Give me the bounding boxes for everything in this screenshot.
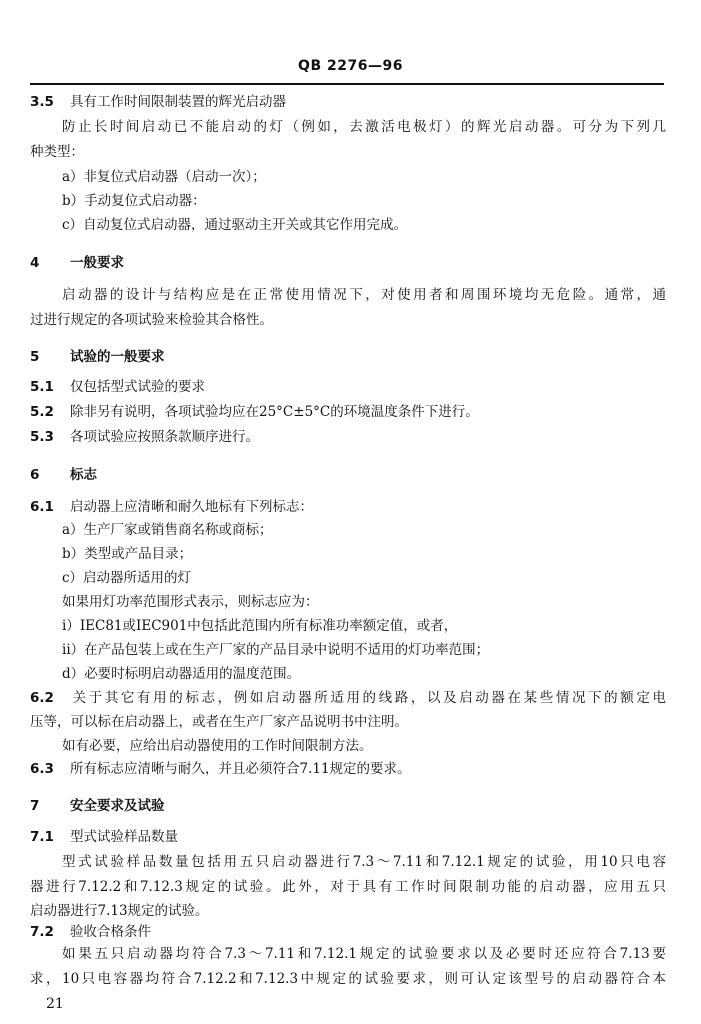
clause-number: 6.3 [30, 761, 54, 777]
text-line: 求，10只电容器均符合7.12.2和7.12.3中规定的试验要求，则可认定该型号的启动器符合本 [30, 971, 666, 987]
section-4-heading [30, 254, 666, 272]
text-line: 启动器进行7.13规定的试验。 [30, 903, 209, 919]
clause-text: 除非另有说明，各项试验均应在25°C±5°C的环境温度条件下进行。 [70, 404, 479, 420]
list-item: c）自动复位式启动器，通过驱动主开关或其它作用完成。 [62, 217, 408, 233]
section-number: 5 [30, 349, 40, 365]
clause-number: 6.2 [30, 690, 54, 706]
clause-5-2 [30, 403, 666, 421]
section-title: 标志 [70, 467, 97, 483]
clause-number: 7.1 [30, 829, 54, 845]
page-number: 21 [46, 996, 64, 1012]
clause-7-2 [30, 923, 666, 941]
section-title: 试验的一般要求 [70, 349, 165, 365]
list-item: a）生产厂家或销售商名称或商标； [62, 522, 273, 538]
clause-6-2 [30, 689, 666, 707]
clause-heading: 验收合格条件 [70, 924, 151, 940]
list-item: ii）在产品包装上或在生产厂家的产品目录中说明不适用的灯功率范围； [62, 642, 490, 658]
text-line: 过进行规定的各项试验来检验其合格性。 [30, 312, 273, 328]
clause-7-1 [30, 828, 666, 846]
text-line: 压等，可以标在启动器上，或者在生产厂家产品说明书中注明。 [30, 714, 408, 730]
clause-number: 6.1 [30, 499, 54, 515]
page-header: QB 2276—96 [298, 58, 403, 74]
text-line: 型式试验样品数量包括用五只启动器进行7.3～7.11和7.12.1规定的试验，用10只电容 [62, 854, 666, 870]
text-line: 如果用灯功率范围形式表示，则标志应为： [62, 594, 319, 610]
list-item: i）IEC81或IEC901中包括此范围内所有标准功率额定值，或者， [62, 618, 458, 634]
text-line: 种类型： [30, 144, 84, 160]
section-number: 6 [30, 467, 40, 483]
clause-number: 5.1 [30, 379, 54, 395]
section-title: 一般要求 [70, 255, 124, 271]
section-5-heading [30, 348, 666, 366]
text-line: 如果五只启动器均符合7.3～7.11和7.12.1规定的试验要求以及必要时还应符合7.13要 [62, 946, 666, 962]
list-item: d）必要时标明启动器适用的温度范围。 [62, 666, 301, 682]
text-line: 启动器的设计与结构应是在正常使用情况下，对使用者和周围环境均无危险。通常，通 [62, 287, 666, 303]
section-number: 4 [30, 255, 40, 271]
clause-5-1 [30, 378, 666, 396]
list-item: c）启动器所适用的灯 [62, 570, 192, 586]
list-item: a）非复位式启动器（启动一次）； [62, 169, 266, 185]
list-item: b）类型或产品目录； [62, 546, 193, 562]
header-rule [30, 83, 664, 85]
clause-5-3 [30, 428, 666, 446]
clause-text: 仅包括型式试验的要求 [70, 379, 205, 395]
section-title: 安全要求及试验 [70, 798, 165, 814]
section-6-heading [30, 466, 666, 484]
section-number: 7 [30, 798, 40, 814]
clause-number: 5.2 [30, 404, 54, 420]
clause-6-3 [30, 760, 666, 778]
clause-number: 7.2 [30, 924, 54, 940]
clause-heading: 型式试验样品数量 [70, 829, 178, 845]
clause-number: 5.3 [30, 429, 54, 445]
text-line: 防止长时间启动已不能启动的灯（例如，去激活电极灯）的辉光启动器。可分为下列几 [62, 119, 666, 135]
section-7-heading [30, 797, 666, 815]
text-line: 如有必要，应给出启动器使用的工作时间限制方法。 [62, 738, 373, 754]
clause-text: 启动器上应清晰和耐久地标有下列标志： [70, 499, 313, 515]
text-line: 器进行7.12.2和7.12.3规定的试验。此外，对于具有工作时间限制功能的启动器，应用五只 [30, 879, 666, 895]
clause-6-1 [30, 498, 666, 516]
clause-text: 各项试验应按照条款顺序进行。 [70, 429, 259, 445]
list-item: b）手动复位式启动器： [62, 193, 206, 209]
clause-heading: 具有工作时间限制装置的辉光启动器 [70, 94, 286, 110]
clause-3-5 [30, 93, 666, 111]
clause-number: 3.5 [30, 94, 54, 110]
clause-text: 关于其它有用的标志，例如启动器所适用的线路，以及启动器在某些情况下的额定电 [70, 690, 666, 706]
clause-text: 所有标志应清晰与耐久，并且必须符合7.11规定的要求。 [70, 761, 411, 777]
